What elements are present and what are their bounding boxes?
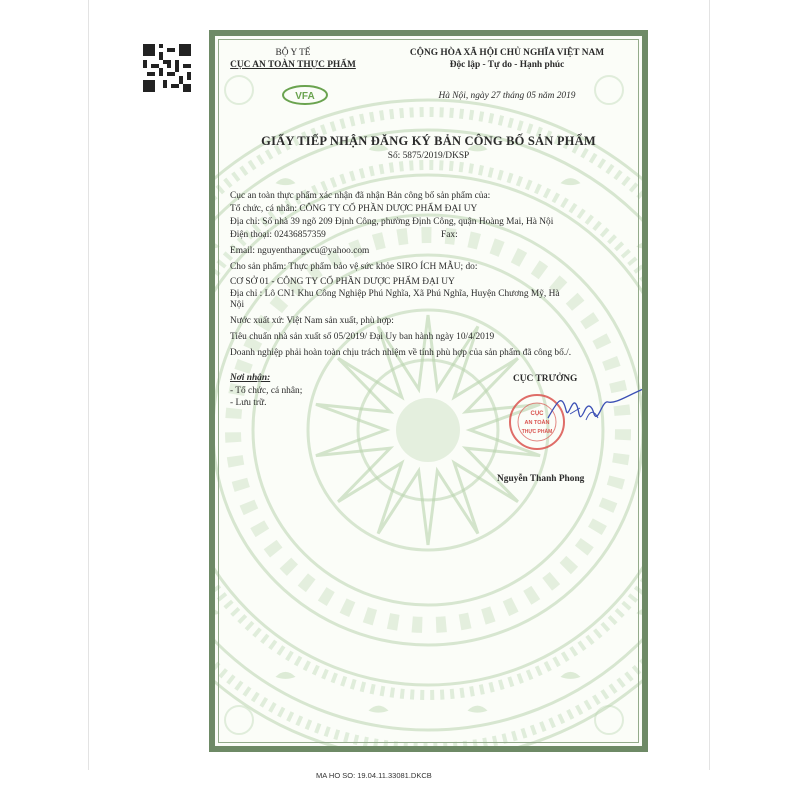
ministry-name: BỘ Y TẾ	[275, 48, 311, 58]
facility-address-continued: Nội	[230, 300, 245, 310]
nation-name: CỘNG HÒA XÃ HỘI CHỦ NGHĨA VIỆT NAM	[409, 48, 605, 58]
organization-line: Tổ chức, cá nhân: CÔNG TY CỔ PHẦN DƯỢC PHẨM ĐẠI UY	[230, 204, 478, 214]
facility-line: CƠ SỞ 01 - CÔNG TY CỔ PHẦN DƯỢC PHẨM ĐẠI UY	[230, 277, 455, 287]
facility-address-line: Địa chỉ : Lô CN1 Khu Công Nghiệp Phú Nghĩa, Xã Phú Nghĩa, Huyện Chương Mỹ, Hà	[230, 289, 560, 299]
signer-role: CỤC TRƯỞNG	[513, 374, 578, 384]
file-code: MA HO SO: 19.04.11.33081.DKCB	[316, 771, 432, 780]
seal-text: CỤC	[530, 411, 544, 417]
logo-text: VFA	[295, 91, 315, 102]
origin-line: Nước xuất xứ: Việt Nam sản xuất, phù hợp:	[230, 316, 394, 326]
certificate	[209, 30, 648, 752]
recipient-item: - Lưu trữ.	[230, 398, 267, 408]
fax-line: Fax:	[441, 230, 458, 240]
phone-line: Điện thoại: 02436857359	[230, 230, 326, 240]
document-title: GIẤY TIẾP NHẬN ĐĂNG KÝ BẢN CÔNG BỐ SẢN PHẨM	[261, 134, 596, 148]
national-motto: Độc lập - Tự do - Hạnh phúc	[449, 60, 565, 70]
intro-line: Cục an toàn thực phẩm xác nhận đã nhận Bản công bố sản phẩm của:	[230, 191, 491, 201]
recipient-item: - Tổ chức, cá nhân;	[230, 386, 303, 396]
standard-line: Tiêu chuẩn nhà sản xuất số 05/2019/ Đại Uy ban hành ngày 10/4/2019	[230, 332, 495, 342]
address-line: Địa chỉ: Số nhà 39 ngõ 209 Định Công, phường Định Công, quận Hoàng Mai, Hà Nội	[230, 217, 554, 227]
signer-name: Nguyễn Thanh Phong	[497, 474, 585, 484]
responsibility-line: Doanh nghiệp phải hoàn toàn chịu trách nhiệm về tính phù hợp của sản phẩm đã công bố./.	[230, 348, 572, 358]
vfa-logo	[281, 84, 329, 106]
agency-name: CỤC AN TOÀN THỰC PHẨM	[230, 60, 356, 70]
issue-date: Hà Nội, ngày 27 tháng 05 năm 2019	[438, 91, 576, 101]
handwritten-signature	[540, 380, 648, 440]
document-number: Số: 5875/2019/DKSP	[387, 151, 470, 161]
seal-text: THỰC PHẨM	[521, 429, 553, 435]
product-line: Cho sản phẩm: Thực phẩm bảo vệ sức khỏe SIRO ÍCH MẪU; do:	[230, 262, 478, 272]
recipients-label: Nơi nhận:	[230, 373, 271, 383]
seal-text: AN TOÀN	[524, 420, 550, 426]
email-line: Email: nguyenthangvcu@yahoo.com	[230, 246, 370, 256]
